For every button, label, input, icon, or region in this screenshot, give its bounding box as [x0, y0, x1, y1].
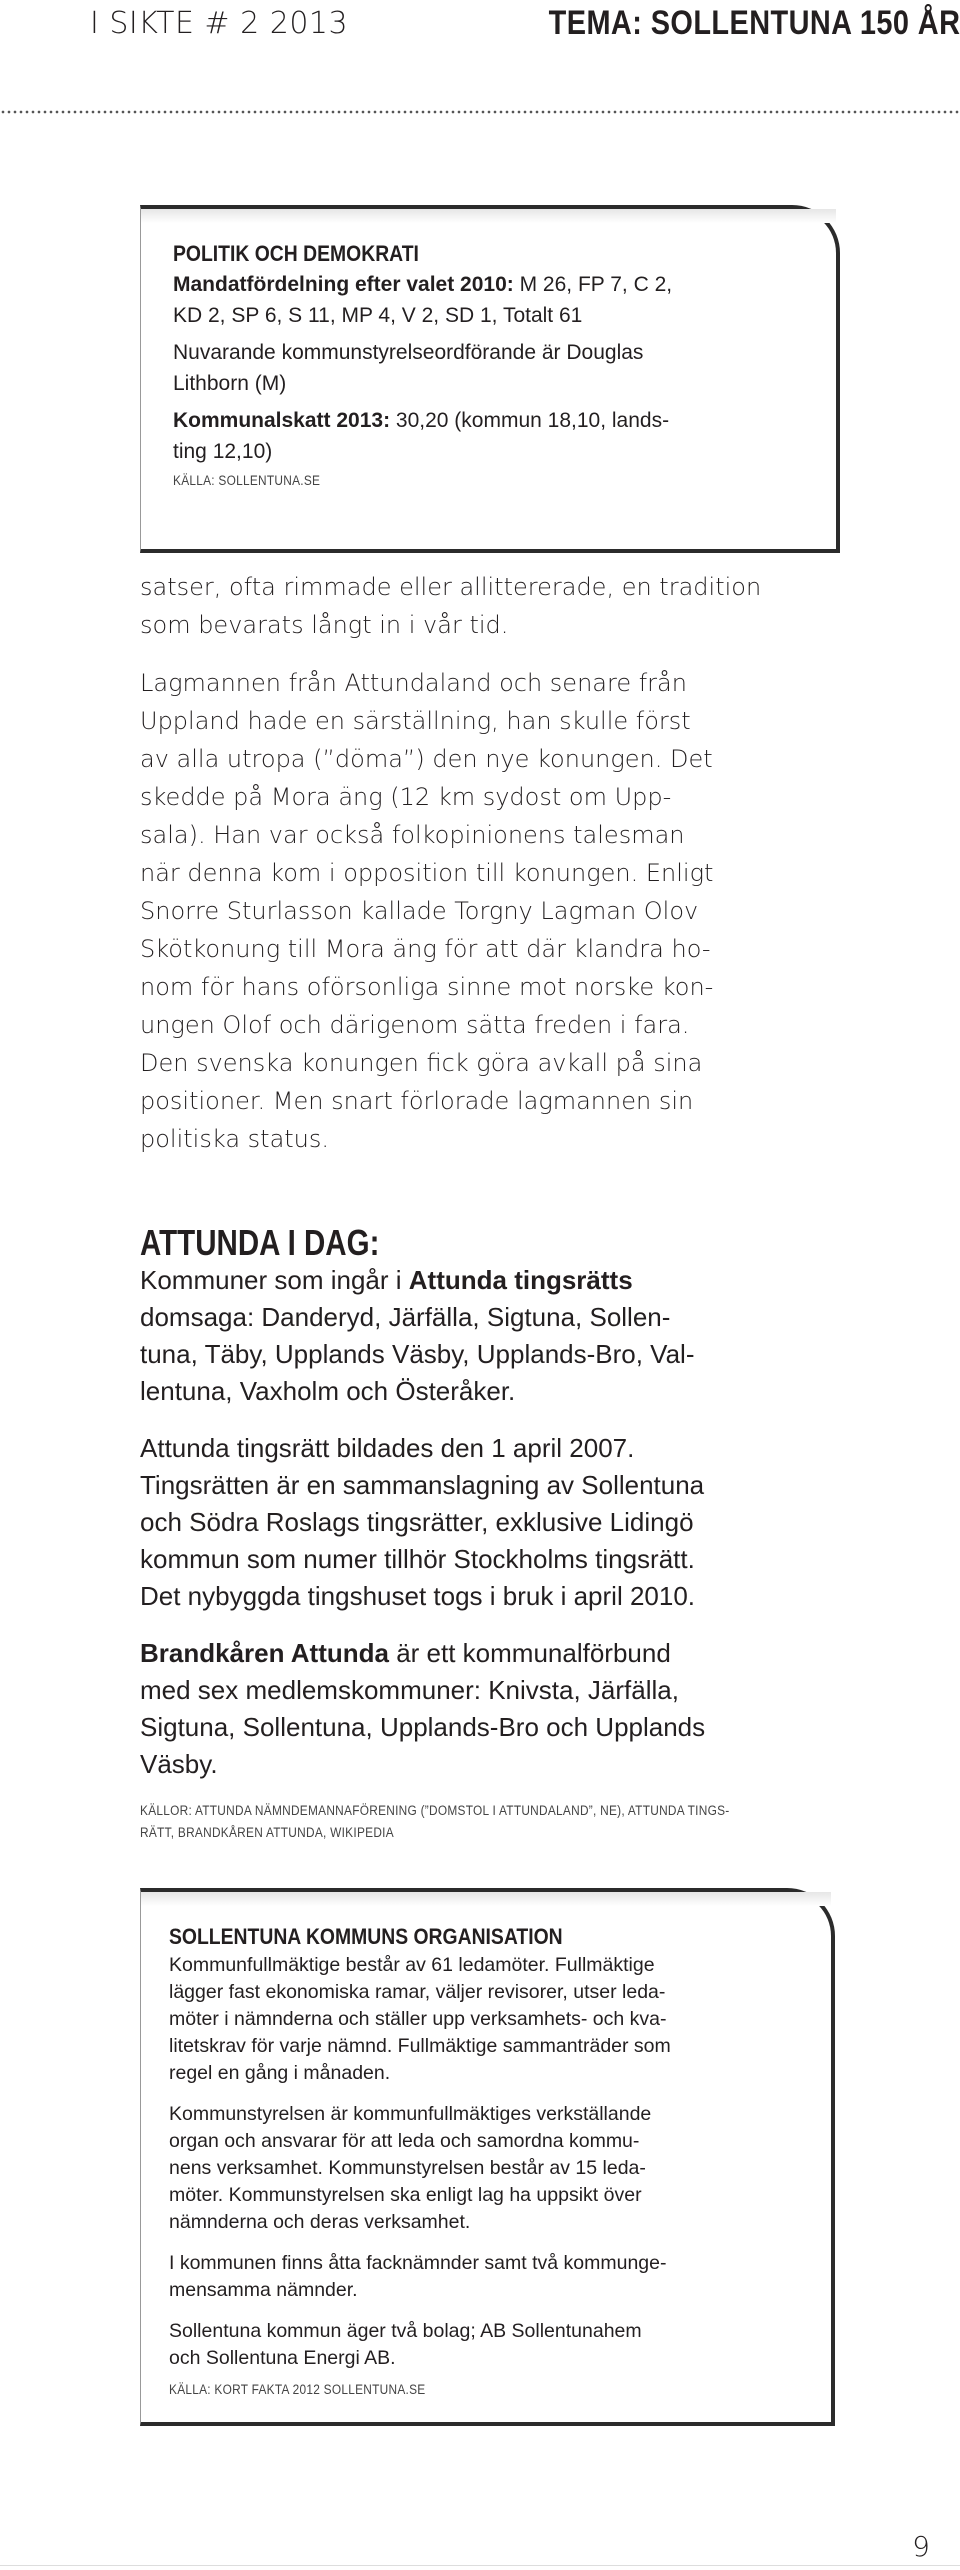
attunda-heading: ATTUNDA I DAG:	[140, 1222, 380, 1263]
text-line: tuna, Täby, Upplands Väsby, Upplands-Bro, Val-	[140, 1339, 695, 1369]
mandate-line1: M 26, FP 7, C 2,	[513, 273, 673, 296]
article-paragraph-2	[140, 664, 840, 1158]
text-line: är ett kommunalförbund	[388, 1638, 671, 1668]
text-line: Attunda tingsrätt bildades den 1 april 2007.	[140, 1433, 635, 1463]
text-line: litetskrav för varje nämnd. Fullmäktige sammanträder som	[169, 2035, 671, 2057]
org-paragraph-3	[169, 2250, 809, 2304]
text-line: Kommuner som ingår i	[140, 1265, 409, 1295]
mandate-label: Mandatfördelning efter valet 2010:	[173, 273, 514, 296]
text-line: Uppland hade en särställning, han skulle först	[140, 707, 691, 735]
text-line: satser, ofta rimmade eller allittererade, en tradition	[140, 573, 762, 601]
page-number: 9	[912, 2530, 930, 2563]
text-line: när denna kom i opposition till konungen. Enligt	[140, 859, 714, 887]
text-line: Lagmannen från Attundaland och senare från	[140, 669, 687, 697]
text-line: ungen Olof och därigenom sätta freden i fara.	[140, 1011, 690, 1039]
text-line: möter. Kommunstyrelsen ska enligt lag ha uppsikt över	[169, 2184, 642, 2206]
tax-text	[173, 405, 813, 467]
tax-label: Kommunalskatt 2013:	[173, 409, 391, 432]
politics-box-title: POLITIK OCH DEMOKRATI	[173, 241, 419, 266]
article-body	[140, 568, 840, 1178]
text-line: och Södra Roslags tingsrätter, exklusive Lidingö	[140, 1507, 694, 1537]
text-line: nens verksamhet. Kommunstyrelsen består av 15 leda-	[169, 2157, 646, 2179]
text-line: organ och ansvarar för att leda och samordna kommu-	[169, 2130, 640, 2152]
chair-line2: Lithborn (M)	[173, 372, 287, 395]
text-line: Sigtuna, Sollentuna, Upplands-Bro och Upplands	[140, 1712, 706, 1742]
politics-source: KÄLLA: SOLLENTUNA.SE	[173, 473, 321, 488]
theme-title: TEMA: SOLLENTUNA 150 ÅR	[548, 4, 960, 42]
text-line: Den svenska konungen fick göra avkall på sina	[140, 1049, 703, 1077]
mandate-text	[173, 269, 813, 331]
mandate-line2: KD 2, SP 6, S 11, MP 4, V 2, SD 1, Totalt 61	[173, 304, 583, 327]
text-line: skedde på Mora äng (12 km sydost om Upp-	[140, 783, 672, 811]
org-source: KÄLLA: KORT FAKTA 2012 SOLLENTUNA.SE	[169, 2382, 426, 2397]
chair-line1: Nuvarande kommunstyrelseordförande är Douglas	[173, 341, 644, 364]
org-paragraph-1	[169, 1952, 809, 2087]
bottom-divider	[0, 2565, 960, 2566]
attunda-body	[140, 1262, 840, 1803]
box-shade	[141, 209, 836, 223]
text-line: av alla utropa (”döma”) den nye konungen. Det	[140, 745, 713, 773]
attunda-paragraph-2	[140, 1430, 840, 1615]
text-line: Snorre Sturlasson kallade Torgny Lagman Olov	[140, 897, 699, 925]
text-line: kommun som numer tillhör Stockholms tingsrätt.	[140, 1544, 695, 1574]
attunda-paragraph-1	[140, 1262, 840, 1410]
issue-label: I SIKTE # 2 2013	[90, 6, 349, 41]
organisation-fact-box	[140, 1888, 835, 2426]
text-line: Det nybyggda tingshuset togs i bruk i april 2010.	[140, 1581, 696, 1611]
org-paragraph-4	[169, 2318, 809, 2372]
text-line: nom för hans oförsonliga sinne mot norske kon-	[140, 973, 714, 1001]
text-line: som bevarats långt in i vår tid.	[140, 611, 509, 639]
text-line: Skötkonung till Mora äng för att där klandra ho-	[140, 935, 711, 963]
header-divider	[0, 110, 960, 114]
tax-line1: 30,20 (kommun 18,10, lands-	[390, 409, 670, 432]
sources-line: KÄLLOR: ATTUNDA NÄMNDEMANNAFÖRENING (”DOMSTOL I ATTUNDALAND”, NE), ATTUNDA TINGS-	[140, 1803, 730, 1818]
box-shade	[141, 1892, 831, 1906]
text-line: regel en gång i månaden.	[169, 2062, 391, 2084]
politics-fact-box	[140, 205, 840, 553]
text-line: politiska status.	[140, 1125, 330, 1153]
sources-line: RÄTT, BRANDKÅREN ATTUNDA, WIKIPEDIA	[140, 1825, 394, 1840]
text-line: nämnderna och deras verksamhet.	[169, 2211, 471, 2233]
text-line: Sollentuna kommun äger två bolag; AB Sollentunahem	[169, 2320, 642, 2342]
text-line: lentuna, Vaxholm och Österåker.	[140, 1376, 516, 1406]
text-line: Kommunstyrelsen är kommunfullmäktiges verkställande	[169, 2103, 652, 2125]
chair-text	[173, 337, 813, 399]
text-line: positioner. Men snart förlorade lagmannen sin	[140, 1087, 694, 1115]
org-box-title: SOLLENTUNA KOMMUNS ORGANISATION	[169, 1924, 563, 1949]
text-line: mensamma nämnder.	[169, 2279, 358, 2301]
tax-line2: ting 12,10)	[173, 440, 273, 463]
article-paragraph-1	[140, 568, 840, 644]
org-paragraph-2	[169, 2101, 809, 2236]
attunda-court-name: Attunda tingsrätts	[408, 1265, 633, 1295]
text-line: sala). Han var också folkopinionens talesman	[140, 821, 685, 849]
brandkaren-name: Brandkåren Attunda	[140, 1638, 389, 1668]
attunda-sources	[140, 1800, 810, 1844]
text-line: möter i nämnderna och ställer upp verksamhets- och kva-	[169, 2008, 667, 2030]
attunda-paragraph-3	[140, 1635, 840, 1783]
text-line: Tingsrätten är en sammanslagning av Sollentuna	[140, 1470, 705, 1500]
text-line: med sex medlemskommuner: Knivsta, Järfälla,	[140, 1675, 679, 1705]
text-line: Kommunfullmäktige består av 61 ledamöter. Fullmäktige	[169, 1954, 655, 1976]
text-line: Väsby.	[140, 1749, 218, 1779]
text-line: lägger fast ekonomiska ramar, väljer revisorer, utser leda-	[169, 1981, 666, 2003]
text-line: domsaga: Danderyd, Järfälla, Sigtuna, Sollen-	[140, 1302, 671, 1332]
text-line: I kommunen finns åtta facknämnder samt två kommunge-	[169, 2252, 667, 2274]
text-line: och Sollentuna Energi AB.	[169, 2347, 396, 2369]
